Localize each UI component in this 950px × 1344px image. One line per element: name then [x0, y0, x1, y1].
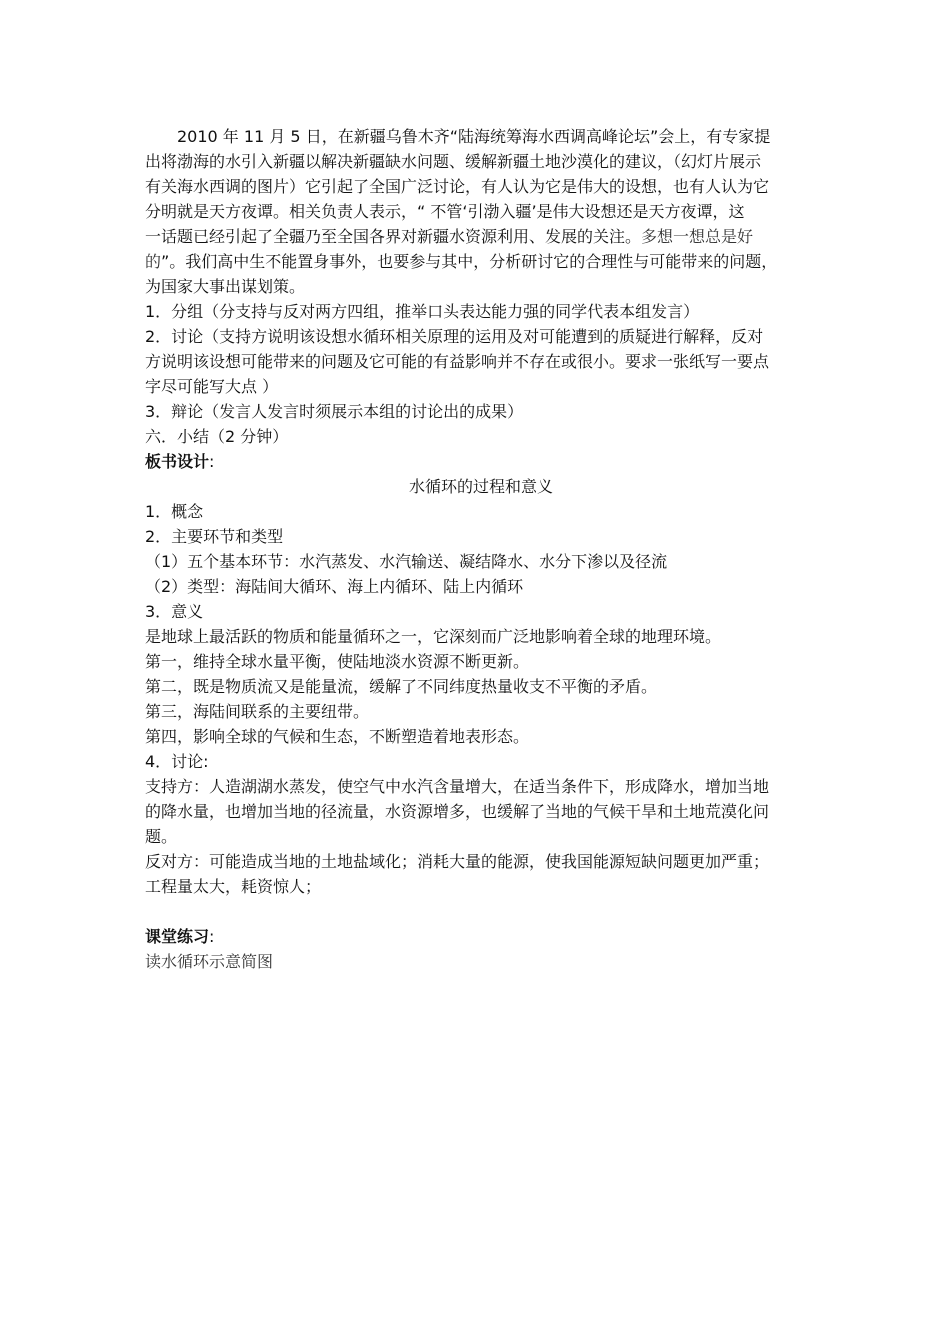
step-line: 1．分组（分支持与反对两方四组，推举口头表达能力强的同学代表本组发言）: [145, 302, 700, 321]
intro-line: 出将渤海的水引入新疆以解决新疆缺水问题、缓解新疆土地沙漠化的建议，（幻灯片展示: [145, 152, 762, 171]
discussion-heading: 4．讨论:: [145, 752, 209, 771]
intro-line-mixed: [145, 224, 817, 249]
board-item: 1．概念: [145, 502, 204, 521]
step-line: 3．辩论（发言人发言时须展示本组的讨论出的成果）: [145, 402, 524, 421]
intro-line: 2010 年 11 月 5 日，在新疆乌鲁木齐“陆海统筹海水西调高峰论坛”会上，有专家提: [177, 127, 771, 146]
exercise-section: [145, 924, 817, 974]
meaning-heading: 3．意义: [145, 602, 204, 621]
activity-steps: [145, 299, 817, 449]
intro-line: 有关海水西调的图片）它引起了全国广泛讨论，有人认为它是伟大的设想，也有人认为它: [145, 177, 770, 196]
exercise-text: 读水循环示意简图: [145, 952, 274, 971]
intro-line: 为国家大事出谋划策。: [145, 277, 306, 296]
discussion-line: 工程量太大，耗资惊人；: [145, 877, 322, 896]
board-sub-item: （2）类型：海陆间大循环、海上内循环、陆上内循环: [145, 577, 524, 596]
intro-line: 分明就是天方夜谭。相关负责人表示，“ 不管‘引渤入疆’是伟大设想还是天方夜谭，这: [145, 202, 745, 221]
intro-paragraph: [145, 124, 817, 299]
meaning-line: 第二，既是物质流又是能量流，缓解了不同纬度热量收支不平衡的矛盾。: [145, 677, 658, 696]
discussion-line: 的降水量，也增加当地的径流量，水资源增多，也缓解了当地的气候干旱和土地荒漠化问: [145, 802, 770, 821]
board-heading-colon: :: [209, 452, 215, 471]
board-heading-line: [145, 449, 817, 474]
meaning-line: 是地球上最活跃的物质和能量循环之一，它深刻而广泛地影响着全球的地理环境。: [145, 627, 722, 646]
meaning-line: 第三，海陆间联系的主要纽带。: [145, 702, 370, 721]
meaning-line: 第一，维持全球水量平衡，使陆地淡水资源不断更新。: [145, 652, 530, 671]
discussion-line: 支持方：人造湖湖水蒸发，使空气中水汽含量增大，在适当条件下，形成降水，增加当地: [145, 777, 770, 796]
board-title: 水循环的过程和意义: [408, 477, 553, 496]
summary-line: 六．小结（2 分钟）: [145, 427, 289, 446]
document-page: [145, 124, 817, 974]
exercise-heading: 课堂练习: [145, 927, 210, 946]
exercise-heading-line: [145, 924, 817, 949]
spacer: [145, 899, 817, 924]
board-design: [145, 449, 817, 899]
intro-serif-text: 的: [145, 252, 162, 271]
exercise-heading-colon: :: [209, 927, 215, 946]
intro-line-text: ”。我们高中生不能置身事外，也要参与其中，分析研讨它的合理性与可能带来的问题，: [161, 252, 778, 271]
board-item: 2．主要环节和类型: [145, 527, 284, 546]
step-line: 2．讨论（支持方说明该设想水循环相关原理的运用及对可能遭到的质疑进行解释，反对: [145, 327, 764, 346]
intro-line-mixed: [145, 249, 817, 274]
board-heading: 板书设计: [145, 452, 210, 471]
step-line: 字尽可能写大点 ）: [145, 377, 279, 396]
discussion-line: 题。: [145, 827, 178, 846]
meaning-line: 第四，影响全球的气候和生态，不断塑造着地表形态。: [145, 727, 530, 746]
intro-serif-text: 多想一想总是好: [641, 227, 754, 246]
discussion-line: 反对方：可能造成当地的土地盐域化；消耗大量的能源，使我国能源短缺问题更加严重；: [145, 852, 770, 871]
intro-line-text: 一话题已经引起了全疆乃至全国各界对新疆水资源利用、发展的关注。: [145, 227, 642, 246]
board-sub-item: （1）五个基本环节：水汽蒸发、水汽输送、凝结降水、水分下渗以及径流: [145, 552, 668, 571]
step-line: 方说明该设想可能带来的问题及它可能的有益影响并不存在或很小。要求一张纸写一要点: [145, 352, 770, 371]
